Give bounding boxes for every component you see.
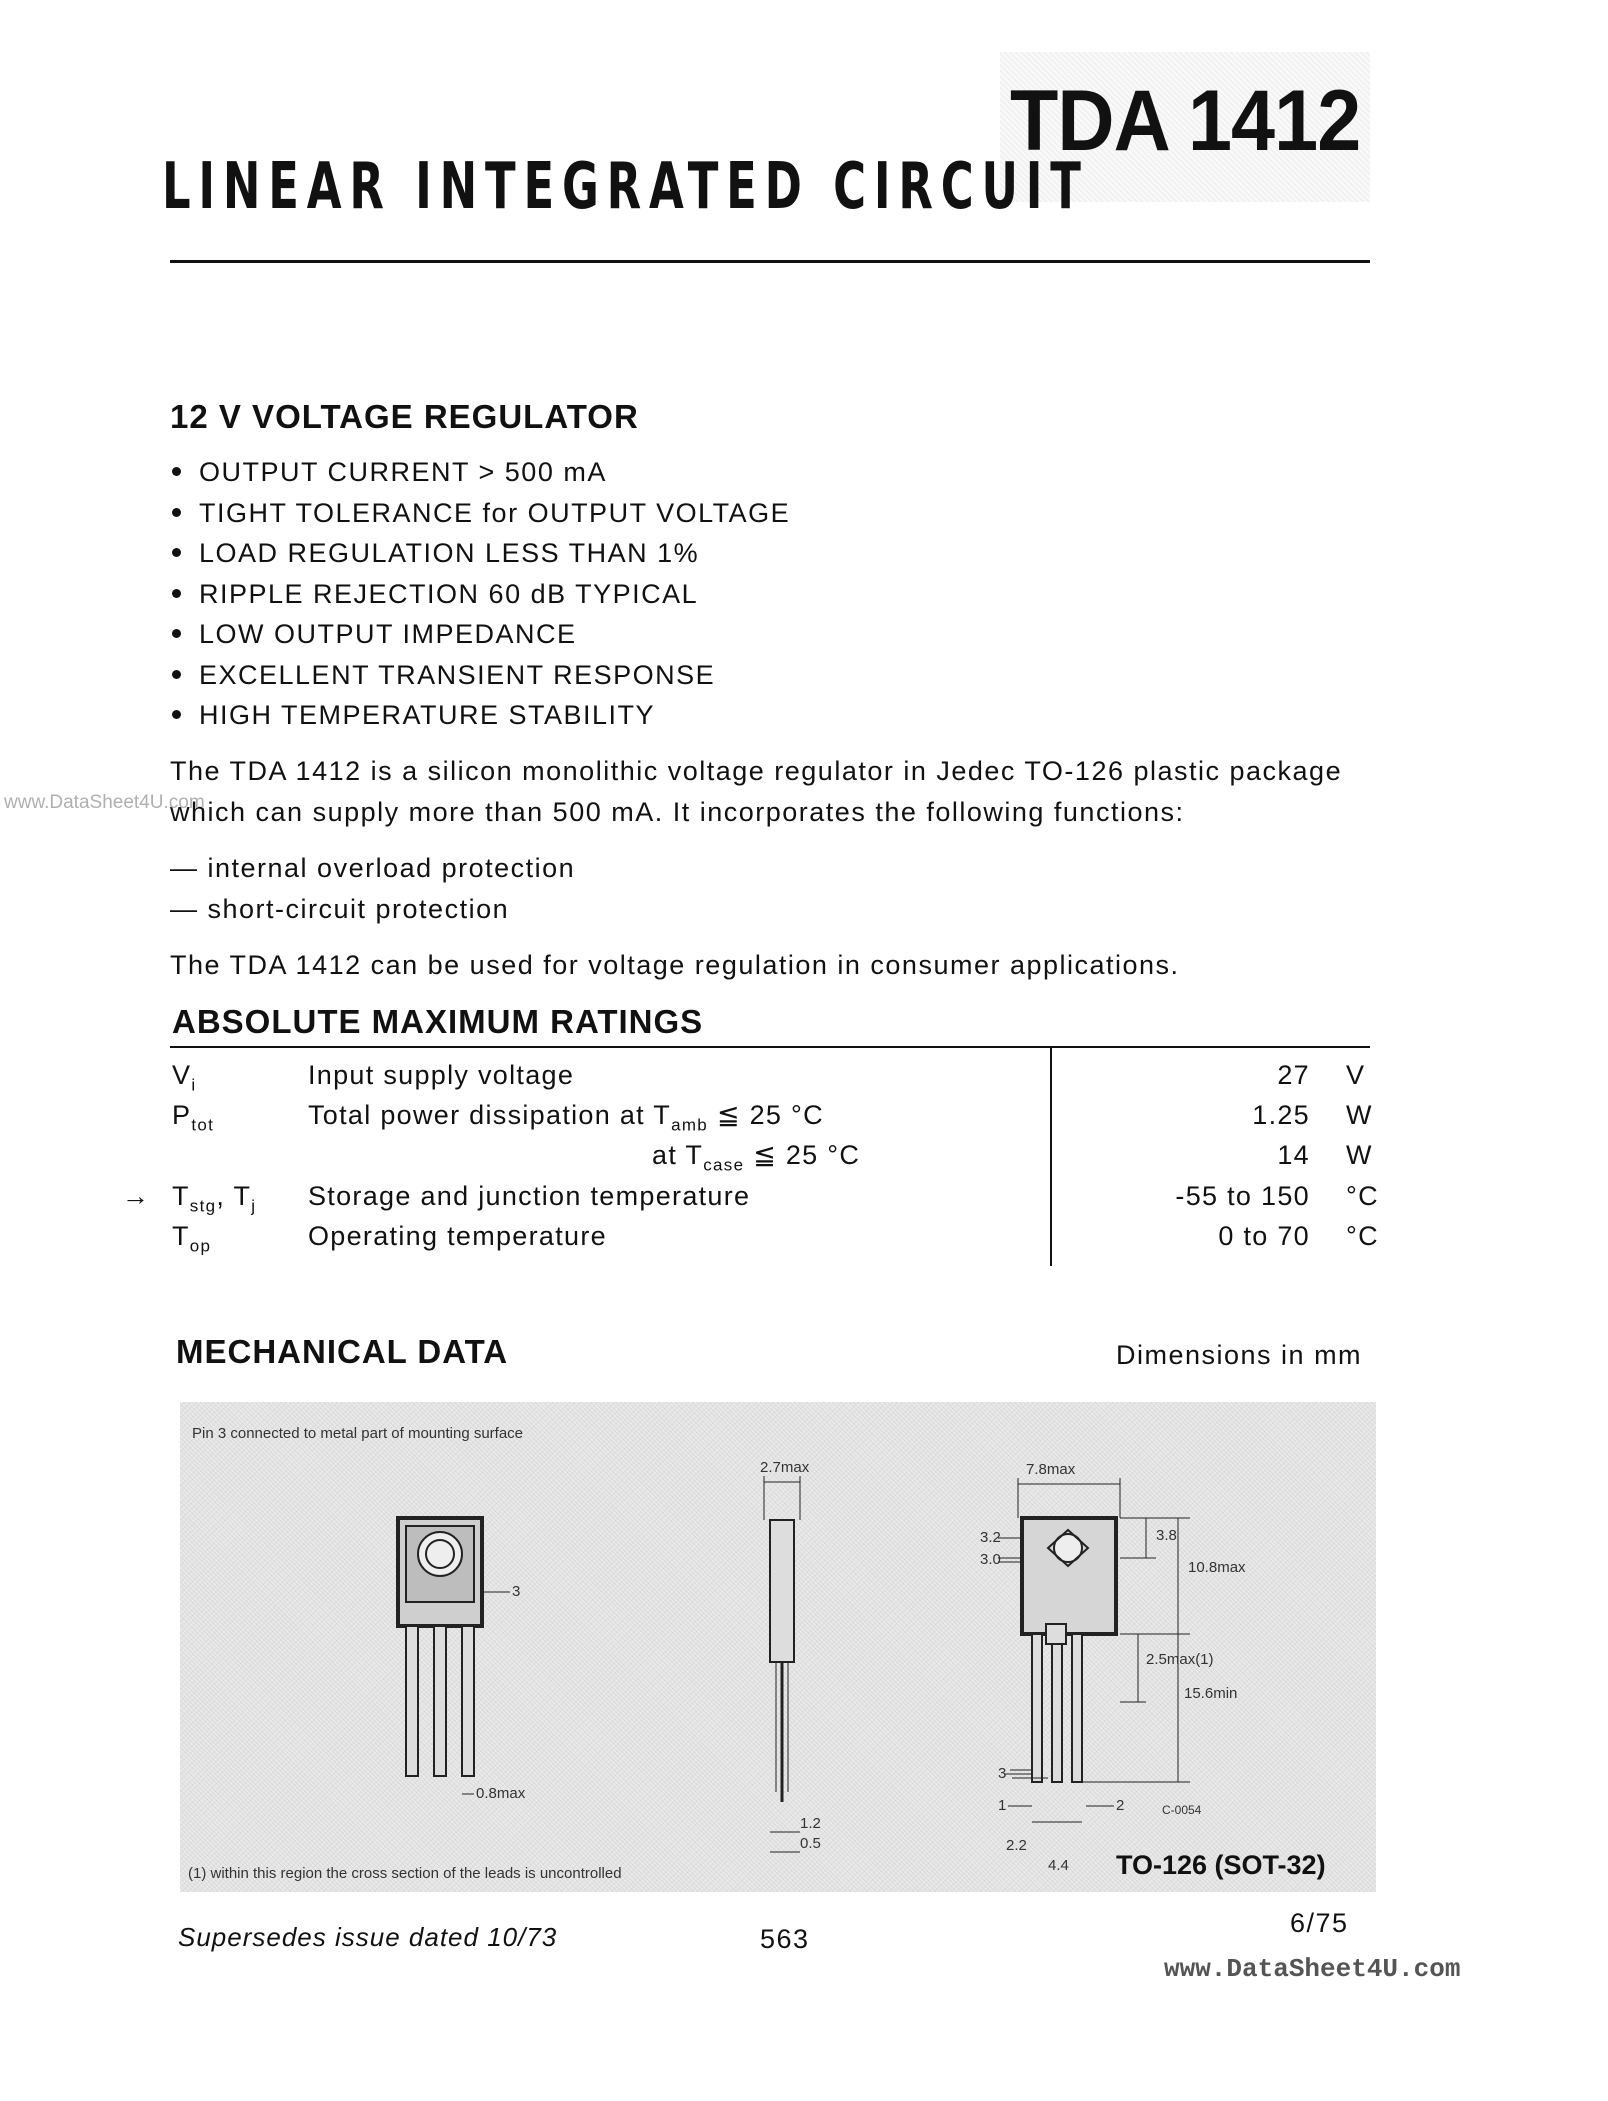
unit: V [1346,1060,1366,1090]
function-item: — short-circuit protection [170,894,510,924]
drawing-code: C-0054 [1162,1803,1202,1817]
ratings-row [0,1140,1608,1180]
ratings-row [0,1060,1608,1100]
unit: °C [1346,1221,1379,1251]
value: 1.25 [1252,1100,1310,1130]
feature-item: HIGH TEMPERATURE STABILITY [172,695,790,736]
feature-item: TIGHT TOLERANCE for OUTPUT VOLTAGE [172,493,790,534]
ratings-row [0,1181,1608,1221]
mechanical-title: MECHANICAL DATA [176,1333,509,1370]
feature-item: EXCELLENT TRANSIENT RESPONSE [172,655,790,696]
header-rule [170,260,1370,263]
dimensions-note: Dimensions in mm [1116,1340,1363,1370]
document-type-title: LINEAR INTEGRATED CIRCUIT [162,150,1089,224]
bullet-icon [172,508,181,517]
dim-0-8: 0.8max [476,1785,526,1802]
feature-item: OUTPUT CURRENT > 500 mA [172,452,790,493]
ratings-row [0,1221,1608,1261]
unit: °C [1346,1181,1379,1211]
unit: W [1346,1100,1373,1130]
unit: W [1346,1140,1373,1170]
pin-note: Pin 3 connected to metal part of mounting surface [192,1425,524,1442]
parameter: Input supply voltage [308,1060,575,1090]
feature-list [172,452,790,736]
label-pin-1: 1 [998,1797,1007,1814]
revision-arrow-icon: → [122,1181,151,1211]
dim-2-7: 2.7max [760,1459,810,1476]
description-line-2: which can supply more than 500 mA. It incorporates the following functions: [170,797,1185,827]
footnote: (1) within this region the cross section of the leads is uncontrolled [188,1865,622,1882]
symbol: $T_{stg}$, $T_j$ [172,1181,257,1216]
package-name: TO-126 (SOT-32) [1116,1850,1326,1880]
bullet-icon [172,548,181,557]
description-line-1: The TDA 1412 is a silicon monolithic voltage regulator in Jedec TO-126 plastic package [170,756,1343,786]
dim-0-5: 0.5 [800,1835,821,1852]
bullet-icon [172,629,181,638]
bullet-icon [172,589,181,598]
dim-7-8: 7.8max [1026,1461,1076,1478]
dim-2-2: 2.2 [1006,1837,1027,1854]
feature-item: RIPPLE REJECTION 60 dB TYPICAL [172,574,790,615]
value: 14 [1277,1140,1310,1170]
symbol: $V_i$ [172,1060,197,1095]
supersedes-note: Supersedes issue dated 10/73 [178,1922,558,1952]
dim-1-2: 1.2 [800,1815,821,1832]
symbol: $T_{op}$ [172,1221,212,1256]
dim-3-2: 3.2 [980,1529,1001,1546]
page-number: 563 [760,1924,810,1954]
label-pin-3-back: 3 [998,1765,1007,1782]
dim-15-6: 15.6min [1184,1685,1238,1702]
ratings-title: ABSOLUTE MAXIMUM RATINGS [172,1003,704,1040]
symbol: $P_{tot}$ [172,1100,215,1135]
bottom-watermark: www.DataSheet4U.com [1164,1954,1461,1984]
ratings-top-rule [170,1046,1370,1048]
dim-4-4: 4.4 [1048,1857,1069,1874]
condition: at $T_{case}$ ≦ 25 °C [652,1140,861,1175]
usage-text: The TDA 1412 can be used for voltage regulation in consumer applications. [170,950,1180,980]
bullet-icon [172,467,181,476]
side-watermark: www.DataSheet4U.com [4,792,205,813]
value: 0 to 70 [1218,1221,1310,1251]
issue-date: 6/75 [1290,1908,1349,1938]
value: -55 to 150 [1175,1181,1310,1211]
dim-3-0: 3.0 [980,1551,1001,1568]
feature-item: LOW OUTPUT IMPEDANCE [172,614,790,655]
mechanical-drawing [180,1402,1376,1892]
dim-3-8: 3.8 [1156,1527,1177,1544]
part-number: TDA 1412 [1010,73,1361,169]
label-pin-2: 2 [1116,1797,1125,1814]
label-pin-3: 3 [512,1583,521,1600]
package-outline-drawing [180,1402,1376,1892]
section-title: 12 V VOLTAGE REGULATOR [170,398,639,435]
function-item: — internal overload protection [170,853,576,883]
parameter: Total power dissipation at $T_{amb}$ ≦ 25 °C [308,1100,824,1135]
feature-item: LOAD REGULATION LESS THAN 1% [172,533,790,574]
parameter: Storage and junction temperature [308,1181,751,1211]
dim-2-5: 2.5max(1) [1146,1651,1214,1668]
parameter: Operating temperature [308,1221,607,1251]
dim-10-8: 10.8max [1188,1559,1246,1576]
bullet-icon [172,710,181,719]
value: 27 [1277,1060,1310,1090]
ratings-row [0,1100,1608,1140]
bullet-icon [172,670,181,679]
